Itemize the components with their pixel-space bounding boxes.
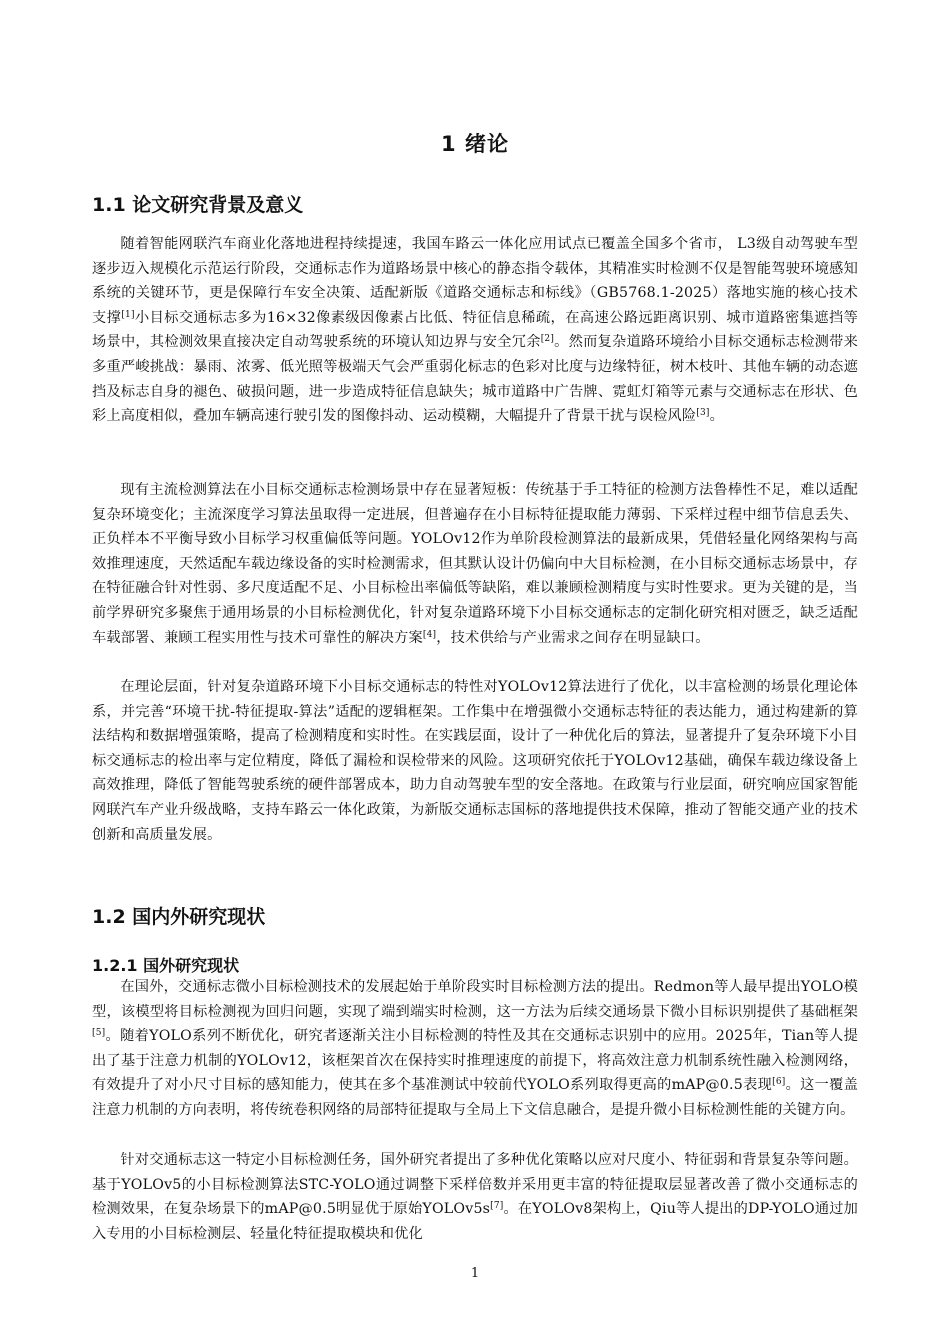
paragraph-1-1-1: [92, 232, 858, 429]
subsection-heading-1-2-1: 1.2.1 国外研究现状: [92, 956, 240, 975]
text-run: 现有主流检测算法在小目标交通标志检测场景中存在显著短板：传统基于手工特征的检测方法鲁棒性不足，难以适配复杂环境变化；主流深度学习算法虽取得一定进展，但普遍存在小目标特征提取能力薄弱、下采样过程中细节信息丢失、正负样本不平衡导致小目标学习权重偏低等问题。YOLOv12作为单阶段检测算法的最新成果，凭借轻量化网络架构与高效推理速度，天然适配车载边缘设备的实时检测需求，但其默认设计仍偏向中大目标检测，在小目标交通标志场景中，存在特征融合针对性弱、多尺度适配不足、小目标检出率偏低等缺陷，难以兼顾检测精度与实时性要求。更为关键的是，当前学界研究多聚焦于通用场景的小目标检测优化，针对复杂道路环境下小目标交通标志的定制化研究相对匮乏，缺乏适配车载部署、兼顾工程实用性与技术可靠性的解决方案: [92, 482, 858, 646]
text-run: 在理论层面，针对复杂道路环境下小目标交通标志的特性对YOLOv12算法进行了优化，以丰富检测的场景化理论体系，并完善“环境干扰-特征提取-算法”适配的逻辑框架。工作集中在增强微小交通标志特征的表达能力，通过构建新的算法结构和数据增强策略，提高了检测精度和实时性。在实践层面，设计了一种优化后的算法，显著提升了复杂环境下小目标交通标志的检出率与定位精度，降低了漏检和误检带来的风险。这项研究依托于YOLOv12基础，确保车载边缘设备上高效推理，降低了智能驾驶系统的硬件部署成本，助力自动驾驶车型的安全落地。在政策与行业层面，研究响应国家智能网联汽车产业升级战略，支持车路云一体化政策，为新版交通标志国标的落地提供技术保障，推动了智能交通产业的技术创新和高质量发展。: [92, 679, 858, 843]
paragraph-1-1-3: [92, 675, 858, 847]
section-heading-1-1: 1.1 论文研究背景及意义: [92, 194, 304, 216]
text-run: 随着智能网联汽车商业化落地进程持续提速，我国车路云一体化应用试点已覆盖全国多个省市， L3级自动驾驶车型逐步迈入规模化示范运行阶段，交通标志作为道路场景中核心的静态指令载体，其精准实时检测不仅是智能驾驶环境感知系统的关键环节，更是保障行车安全决策、适配新版《道路交通标志和标线》（GB5768.1-2025）落地实施的核心技术支撑: [92, 236, 858, 326]
paragraph-1-2-1-1: [92, 975, 858, 1123]
page-number: 1: [470, 1266, 480, 1281]
text-run: 。然而复杂道路环境给小目标交通标志检测带来多重严峻挑战：暴雨、浓雾、低光照等极端天气会严重弱化标志的色彩对比度与边缘特征，树木枝叶、其他车辆的动态遮挡及标志自身的褪色、破损问题，进一步造成特征信息缺失；城市道路中广告牌、霓虹灯箱等元素与交通标志在形状、色彩上高度相似，叠加车辆高速行驶引发的图像抖动、运动模糊，大幅提升了背景干扰与误检风险: [92, 334, 859, 425]
text-run: ，技术供给与产业需求之间存在明显缺口。: [436, 629, 710, 646]
paragraph-1-2-1-2: [92, 1148, 858, 1246]
citation: [2]: [540, 334, 555, 345]
text-run: 。在YOLOv8架构上，Qiu等人提出的DP-YOLO通过加入专用的小目标检测层、轻量化特征提取模块和优化: [92, 1201, 858, 1242]
citation: [3]: [696, 408, 710, 419]
text-run: 。: [709, 408, 725, 425]
text-run: 。随着YOLO系列不断优化，研究者逐渐关注小目标检测的特性及其在交通标志识别中的应用。2025年，Tian等人提出了基于注意力机制的YOLOv12，该框架首次在保持实时推理速度的前提下，将高效注意力机制系统性融入检测网络，有效提升了对小尺寸目标的感知能力，使其在多个基准测试中较前代YOLO系列取得更高的mAP@0.5表现: [92, 1028, 858, 1094]
chapter-title: 1 绪论: [441, 132, 509, 156]
citation: [4]: [422, 629, 437, 640]
citation: [7]: [490, 1201, 504, 1212]
citation: [1]: [121, 309, 135, 320]
text-run: 。这一覆盖注意力机制的方向表明，将传统卷积网络的局部特征提取与全局上下文信息融合，是提升微小目标检测性能的关键方向。: [92, 1077, 858, 1118]
text-run: 针对交通标志这一特定小目标检测任务，国外研究者提出了多种优化策略以应对尺度小、特征弱和背景复杂等问题。基于YOLOv5的小目标检测算法STC-YOLO通过调整下采样倍数并采用更丰富的特征提取层显著改善了微小交通标志的检测效果，在复杂场景下的mAP@0.5明显优于原始YOLOv5s: [92, 1152, 858, 1218]
citation: [5]: [92, 1028, 106, 1039]
paragraph-1-1-2: [92, 478, 858, 650]
citation: [6]: [772, 1077, 786, 1088]
text-run: 在国外，交通标志微小目标检测技术的发展起始于单阶段实时目标检测方法的提出。Redmon等人最早提出YOLO模型，该模型将目标检测视为回归问题，实现了端到端实时检测，这一方法为后续交通场景下微小目标识别提供了基础框架: [92, 979, 858, 1020]
section-heading-1-2: 1.2 国内外研究现状: [92, 906, 266, 928]
text-run: 小目标交通标志多为16×32像素级因像素占比低、特征信息稀疏，在高速公路远距离识别、城市道路密集遮挡等场景中，其检测效果直接决定自动驾驶系统的环境认知边界与安全冗余: [92, 309, 858, 351]
